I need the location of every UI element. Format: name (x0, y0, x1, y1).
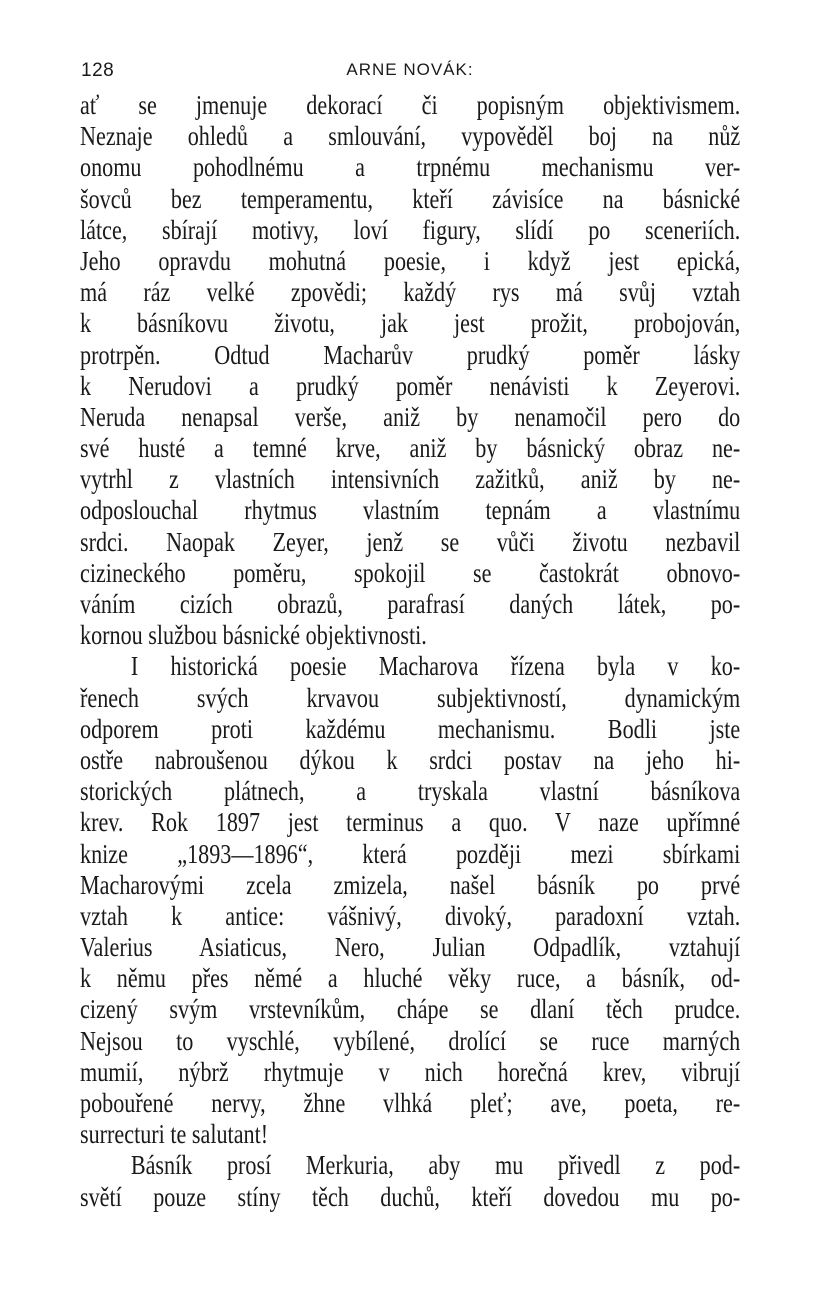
text-line: vztah k antice: vášnivý, divoký, paradoxní vztah. (80, 900, 741, 931)
text-line: odposlouchal rhytmus vlastním tepnám a vlastnímu (80, 495, 741, 526)
text-line: cizineckého poměru, spokojil se častokrát obnovo- (80, 557, 741, 588)
text-line: Neruda nenapsal verše, aniž by nenamočil pero do (80, 401, 741, 432)
page-number: 128 (81, 60, 115, 81)
text-line: své husté a temné krve, aniž by básnický obraz ne- (80, 433, 741, 464)
text-line: srdci. Naopak Zeyer, jenž se vůči životu nezbavil (80, 526, 741, 557)
text-line: má ráz velké zpovědi; každý rys má svůj vztah (80, 277, 741, 308)
text-line: Nejsou to vyschlé, vybílené, drolící se ruce marných (80, 1025, 741, 1056)
text-line: vytrhl z vlastních intensivních zažitků, aniž by ne- (80, 464, 741, 495)
text-line: šovců bez temperamentu, kteří závisíce na básnické (80, 183, 741, 214)
text-line: k němu přes němé a hluché věky ruce, a básník, od- (80, 963, 741, 994)
text-line: ostře nabroušenou dýkou k srdci postav na jeho hi- (80, 744, 741, 775)
text-line: I historická poesie Macharova řízena byla v ko- (130, 651, 741, 682)
text-line: storických plátnech, a tryskala vlastní básníkova (80, 776, 741, 807)
text-line: kornou službou básnické objektivnosti. (80, 620, 427, 651)
text-line: knize „1893—1896“, která později mezi sbírkami (80, 838, 741, 869)
text-line: Neznaje ohledů a smlouvání, vypověděl boj na nůž (80, 121, 741, 152)
book-page (80, 56, 740, 1213)
body-text (80, 90, 740, 1213)
text-line: Macharovými zcela zmizela, našel básník po prvé (80, 869, 741, 900)
text-line: Jeho opravdu mohutná poesie, i když jest epická, (80, 245, 741, 276)
text-line: řenech svých krvavou subjektivností, dynamickým (80, 682, 741, 713)
text-line: světí pouze stíny těch duchů, kteří dovedou mu po- (80, 1181, 741, 1212)
text-line: Básník prosí Merkuria, aby mu přivedl z pod- (130, 1150, 741, 1181)
text-line: ať se jmenuje dekorací či popisným objektivismem. (80, 90, 741, 120)
page-header (80, 56, 740, 86)
text-line: protrpěn. Odtud Macharův prudký poměr lásky (80, 339, 741, 370)
running-head: ARNE NOVÁK: (346, 60, 474, 79)
text-line: váním cizích obrazů, parafrasí daných látek, po- (80, 589, 741, 619)
text-line: onomu pohodlnému a trpnému mechanismu ver- (80, 152, 741, 183)
text-line: k Nerudovi a prudký poměr nenávisti k Zeyerovi. (80, 370, 741, 401)
text-line: mumií, nýbrž rhytmuje v nich horečná krev, vibrují (80, 1056, 741, 1087)
text-line: látce, sbírají motivy, loví figury, slídí po sceneriích. (80, 214, 741, 245)
text-line: krev. Rok 1897 jest terminus a quo. V naze upřímné (80, 807, 741, 838)
text-line: cizený svým vrstevníkům, chápe se dlaní těch prudce. (80, 994, 741, 1025)
text-line: surrecturi te salutant! (80, 1119, 269, 1150)
text-line: pobouřené nervy, žhne vlhká pleť; ave, poeta, re- (80, 1088, 741, 1118)
text-line: odporem proti každému mechanismu. Bodli jste (80, 713, 741, 744)
text-line: Valerius Asiaticus, Nero, Julian Odpadlík, vztahují (80, 932, 741, 963)
text-line: k básníkovu životu, jak jest prožit, probojován, (80, 308, 741, 339)
